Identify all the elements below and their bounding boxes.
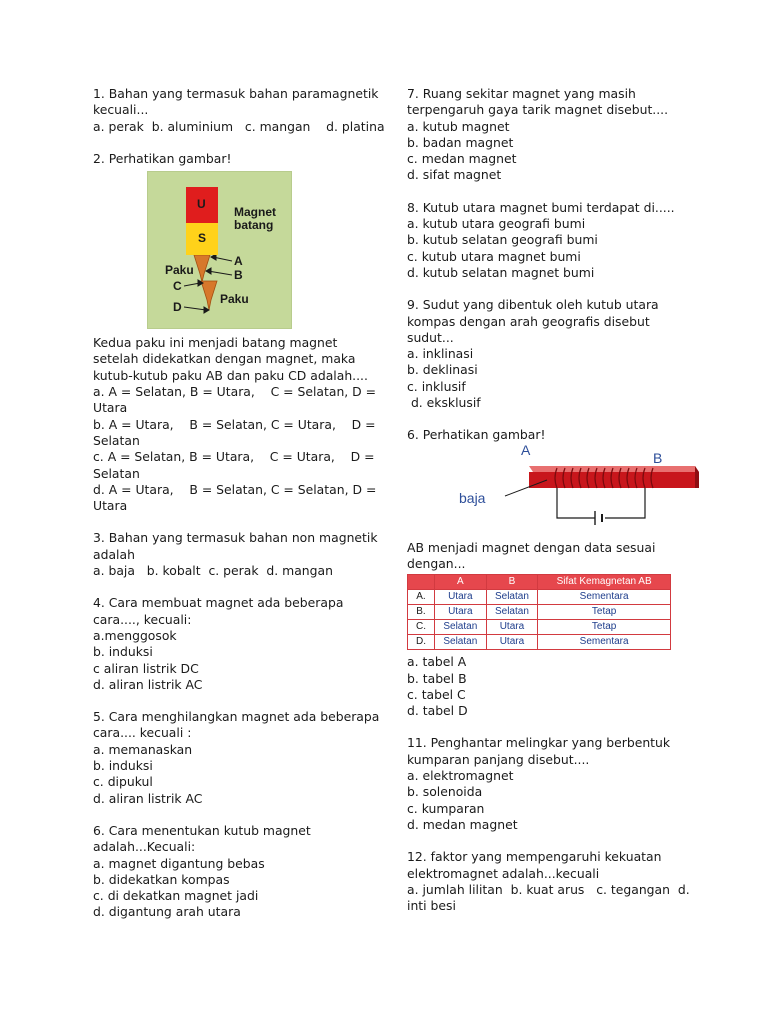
table-cell: Utara [486, 635, 538, 650]
solenoid-end-a-label: A [521, 441, 531, 458]
answer-option: Selatan [93, 465, 140, 481]
steel-bar-end [695, 466, 699, 488]
table-cell: C. [408, 620, 435, 635]
answer-option: d. sifat magnet [407, 167, 502, 183]
answer-option: b. A = Utara, B = Selatan, C = Utara, D = [93, 416, 376, 432]
answer-option: a. kutub utara geografi bumi [407, 216, 586, 232]
answer-option: Utara [93, 498, 128, 514]
question-text: 3. Bahan yang termasuk bahan non magnetik [93, 530, 378, 546]
question-text: 1. Bahan yang termasuk bahan paramagnetik [93, 86, 379, 101]
nail-label-right: Paku [220, 292, 249, 307]
question-5 [93, 709, 380, 807]
table-cell: Selatan [435, 635, 487, 650]
question-2 [93, 150, 377, 515]
magnetism-table-figure [407, 574, 682, 650]
question-11 [407, 735, 682, 833]
answer-option: a. magnet digantung bebas [93, 855, 265, 871]
answer-option: d. medan magnet [407, 816, 518, 832]
question-text: kumparan panjang disebut.... [407, 751, 590, 767]
question-8 [407, 200, 682, 281]
table-header: B [486, 575, 538, 590]
nail-lower [201, 281, 217, 310]
answer-option: c. di dekatkan magnet jadi [93, 888, 259, 904]
table-cell: Selatan [435, 620, 487, 635]
table-header-row [408, 575, 671, 590]
answer-option: b. badan magnet [407, 134, 514, 150]
question-6b [407, 427, 682, 719]
magnet-north-pole [186, 187, 218, 223]
left-column [93, 86, 385, 937]
table-cell: Tetap [538, 605, 671, 620]
table-cell: Utara [435, 590, 487, 605]
nail-label-left: Paku [165, 263, 194, 278]
table-cell: A. [408, 590, 435, 605]
table-cell: Selatan [486, 590, 538, 605]
bar-magnet-illustration [147, 171, 292, 329]
table-cell: Sementara [538, 635, 671, 650]
answer-option: b. solenoida [407, 784, 483, 800]
point-d-label: D [173, 300, 182, 315]
table-row [408, 605, 671, 620]
south-pole-label: S [198, 231, 207, 246]
answer-option: a. tabel A [407, 654, 467, 670]
answer-option: c. A = Selatan, B = Utara, C = Utara, D = [93, 449, 375, 465]
right-column [407, 86, 690, 930]
question-7 [407, 86, 682, 184]
question-text: 6. Cara menentukan kutub magnet [93, 822, 311, 838]
answer-options: a. perak b. aluminium c. mangan d. platina [93, 118, 385, 134]
answer-option: a. elektromagnet [407, 768, 514, 784]
answer-option: c aliran listrik DC [93, 660, 199, 676]
table-cell: D. [408, 635, 435, 650]
table-row [408, 635, 671, 650]
magnetism-properties-table [407, 574, 671, 650]
answer-option: c. tabel C [407, 686, 466, 702]
question-text: 6. Perhatikan gambar! [407, 427, 546, 443]
question-text: cara.... kecuali : [93, 725, 192, 741]
point-a-label: A [234, 254, 243, 269]
question-12 [407, 849, 690, 914]
answer-option: b. didekatkan kompas [93, 871, 230, 887]
question-text: Kedua paku ini menjadi batang magnet [93, 335, 338, 351]
question-4 [93, 595, 368, 693]
answer-option: a. A = Selatan, B = Utara, C = Selatan, D = [93, 384, 377, 400]
answer-option: a. memanaskan [93, 741, 193, 757]
question-text: adalah [93, 546, 135, 562]
table-header [408, 575, 435, 590]
answer-option: a. inklinasi [407, 346, 474, 362]
arrow-d [184, 307, 206, 310]
question-text: setelah didekatkan dengan magnet, maka [93, 351, 356, 367]
solenoid-end-b-label: B [653, 449, 663, 466]
answer-option: c. medan magnet [407, 151, 517, 167]
nail-upper [194, 255, 210, 282]
question-text: elektromagnet adalah...kecuali [407, 865, 600, 881]
question-text: 8. Kutub utara magnet bumi terdapat di..... [407, 199, 675, 215]
question-text: sudut... [407, 329, 454, 345]
question-text: 5. Cara menghilangkan magnet ada beberapa [93, 709, 380, 725]
table-cell: Utara [435, 605, 487, 620]
answer-option: b. induksi [93, 644, 153, 660]
answer-option: a.menggosok [93, 627, 177, 643]
answer-option: d. digantung arah utara [93, 904, 241, 920]
table-cell: Selatan [486, 605, 538, 620]
solenoid-figure [447, 441, 727, 534]
question-text: cara...., kecuali: [93, 611, 192, 627]
table-cell: Sementara [538, 590, 671, 605]
question-text: 4. Cara membuat magnet ada beberapa [93, 595, 344, 611]
question-text: adalah...Kecuali: [93, 839, 196, 855]
solenoid-drawing [447, 446, 727, 534]
question-text: kompas dengan arah geografis disebut [407, 313, 650, 329]
answer-option: d. aliran listrik AC [93, 790, 203, 806]
answer-option: b. induksi [93, 758, 153, 774]
magnet-label-line1: Magnet [234, 205, 276, 220]
answer-option: c. kumparan [407, 800, 485, 816]
answer-option: d. kutub selatan magnet bumi [407, 264, 595, 280]
answer-option: Utara [93, 400, 128, 416]
table-cell: Utara [486, 620, 538, 635]
question-text: 7. Ruang sekitar magnet yang masih [407, 86, 636, 101]
question-text: 2. Perhatikan gambar! [93, 150, 232, 166]
answer-option: b. tabel B [407, 670, 467, 686]
point-c-label: C [173, 279, 182, 294]
steel-label: baja [459, 489, 486, 506]
arrow-b [208, 271, 232, 275]
answer-option: c. inklusif [407, 378, 466, 394]
question-text: 11. Penghantar melingkar yang berbentuk [407, 735, 671, 751]
answer-option: d. aliran listrik AC [93, 676, 203, 692]
point-b-label: B [234, 268, 243, 283]
question-text: AB menjadi magnet dengan data sesuai [407, 539, 656, 555]
question-9 [407, 297, 682, 411]
north-pole-label: U [197, 197, 206, 212]
question-1 [93, 86, 385, 135]
answer-option: b. kutub selatan geografi bumi [407, 232, 598, 248]
question-6 [93, 823, 368, 921]
answer-option: Selatan [93, 432, 140, 448]
answer-option: a. kutub magnet [407, 118, 510, 134]
answer-option: c. kutub utara magnet bumi [407, 248, 581, 264]
table-cell: B. [408, 605, 435, 620]
question-text: 9. Sudut yang dibentuk oleh kutub utara [407, 297, 659, 313]
steel-bar-top [529, 466, 699, 472]
table-cell: Tetap [538, 620, 671, 635]
table-header: A [435, 575, 487, 590]
magnet-label-line2: batang [234, 218, 274, 233]
answer-options: a. baja b. kobalt c. perak d. mangan [93, 563, 333, 579]
table-header: Sifat Kemagnetan AB [538, 575, 671, 590]
bar-magnet-figure [93, 171, 368, 329]
table-row [408, 590, 671, 605]
table-row [408, 620, 671, 635]
question-text: dengan... [407, 555, 466, 571]
question-text: 12. faktor yang mempengaruhi kekuatan [407, 849, 662, 865]
question-text: terpengaruh gaya tarik magnet disebut.... [407, 102, 669, 118]
question-3 [93, 530, 378, 579]
answer-option: b. deklinasi [407, 362, 478, 378]
answer-option: d. tabel D [407, 703, 468, 719]
question-text: kutub-kutub paku AB dan paku CD adalah.... [93, 367, 368, 383]
answer-option: d. eksklusif [407, 395, 481, 411]
circuit-wires [557, 488, 645, 518]
answer-options: a. jumlah lilitan b. kuat arus c. tegangan d. [407, 881, 690, 897]
answer-option: d. A = Utara, B = Selatan, C = Selatan, D = [93, 481, 377, 497]
magnet-south-pole [186, 223, 218, 255]
answer-options: inti besi [407, 898, 456, 914]
answer-option: c. dipukul [93, 774, 153, 790]
question-text: kecuali... [93, 102, 149, 118]
